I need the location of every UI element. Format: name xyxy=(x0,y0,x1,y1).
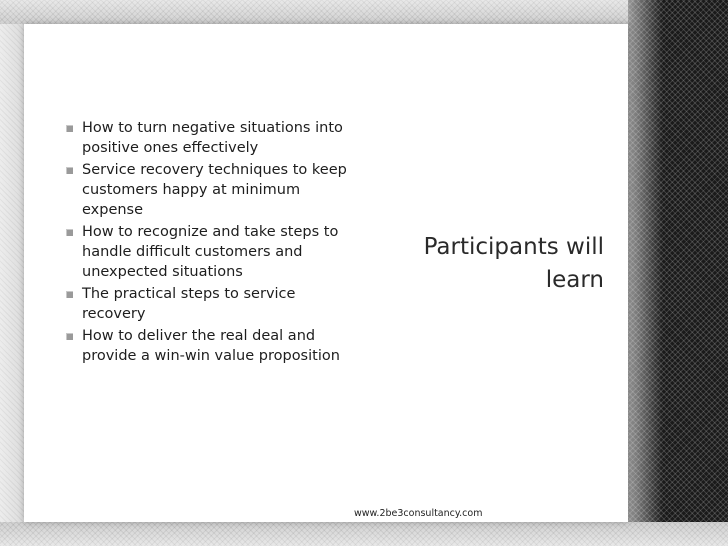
square-bullet-icon xyxy=(66,125,73,132)
square-bullet-icon xyxy=(66,333,73,340)
bullet-item xyxy=(58,160,348,220)
slide-title: Participants will learn xyxy=(423,234,604,293)
footer-url: www.2be3consultancy.com xyxy=(354,508,483,519)
square-bullet-icon xyxy=(66,291,73,298)
bullet-text: How to recognize and take steps to handle difficult customers and unexpected situations xyxy=(82,224,339,280)
bullet-item xyxy=(58,326,348,366)
bullet-item xyxy=(58,222,348,282)
bullet-text: Service recovery techniques to keep customers happy at minimum expense xyxy=(82,162,347,218)
bullet-list xyxy=(58,118,348,368)
slide xyxy=(24,24,628,522)
frame-right-panel xyxy=(628,0,728,546)
bullet-text: The practical steps to service recovery xyxy=(82,286,296,322)
frame-left-border xyxy=(0,24,24,522)
bullet-item xyxy=(58,284,348,324)
frame-top-border xyxy=(0,0,728,24)
bullet-text: How to turn negative situations into positive ones effectively xyxy=(82,120,343,156)
bullet-text: How to deliver the real deal and provide a win-win value proposition xyxy=(82,328,340,364)
square-bullet-icon xyxy=(66,229,73,236)
bullet-item xyxy=(58,118,348,158)
frame-bottom-border xyxy=(0,522,728,546)
square-bullet-icon xyxy=(66,167,73,174)
